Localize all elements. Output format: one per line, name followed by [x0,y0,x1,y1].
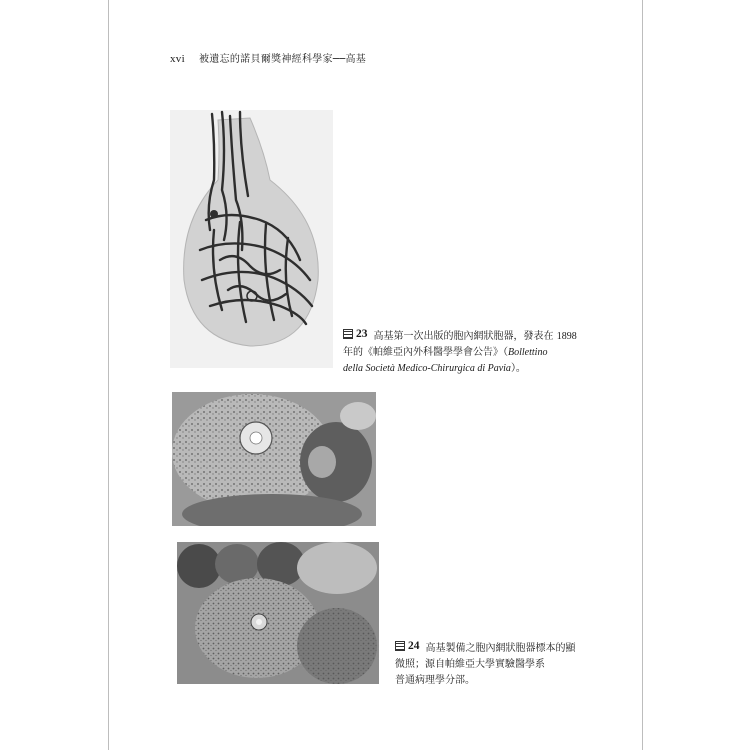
figure-24-caption-text-3: 普通病理學分部。 [395,675,475,686]
figure-23-number: 23 [356,328,368,340]
figure-24-caption-text-1: 高基製備之胞內網狀胞器標本的顯 [425,643,576,654]
figure-23-caption-text-1: 高基第一次出版的胞內網狀胞器，發表在 [373,331,557,342]
figure-24-number: 24 [408,640,420,652]
page-number: xvi [170,53,185,65]
figure-24-micrograph-top [172,392,376,526]
figure-marker-icon [395,641,405,651]
micrograph-top-drawing [172,392,376,526]
figure-23-label [343,326,368,342]
micrograph-bottom-drawing [177,542,379,684]
figure-23-caption-end: ）。 [510,363,526,374]
figure-23-caption-year: 1898 [556,331,577,342]
figure-24-label [395,638,420,654]
figure-23-caption-journal-2: della Società Medico-Chirurgica di Pavia [343,363,511,374]
page-header [170,50,366,65]
figure-23-drawing [170,110,333,368]
figure-23-caption-journal-1: Bollettino [508,347,548,358]
figure-marker-icon [343,329,353,339]
figure-24-caption-text-2: 微照；源自帕維亞大學實驗醫學系 [395,659,545,670]
figure-24-micrograph-bottom [177,542,379,684]
figure-23-image [170,110,333,368]
figure-23-caption-text-2: 年的《帕維亞內外科醫學學會公告》（ [343,347,508,358]
figure-24-caption [395,638,605,689]
running-title: 被遺忘的諾貝爾獎神經科學家──高基 [198,54,367,65]
figure-23-caption [343,326,593,377]
